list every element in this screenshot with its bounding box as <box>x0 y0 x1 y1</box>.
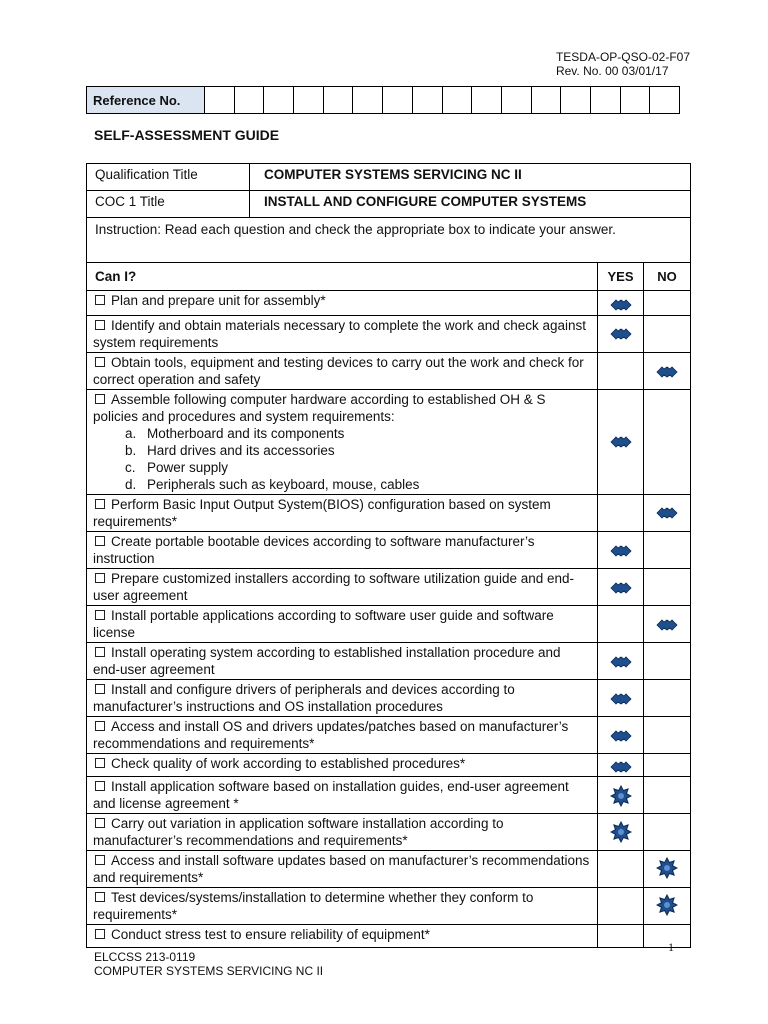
question-row <box>87 643 691 680</box>
checkbox-glyph <box>95 295 105 305</box>
question-cell <box>87 606 598 643</box>
check-mark-icon <box>610 692 632 709</box>
check-mark-icon <box>610 760 632 777</box>
reference-digit-box[interactable] <box>264 87 294 113</box>
checkbox-glyph <box>95 647 105 657</box>
yes-checkbox-cell[interactable] <box>598 316 644 353</box>
question-text: Carry out variation in application software installation according to manufacturer’s recommendations and requirements* <box>93 816 504 848</box>
yes-checkbox-cell[interactable] <box>598 717 644 754</box>
star-mark-icon <box>656 894 678 920</box>
question-row <box>87 353 691 390</box>
star-mark-icon <box>656 857 678 883</box>
check-mark-icon <box>610 435 632 452</box>
reference-digit-box[interactable] <box>353 87 383 113</box>
reference-digit-box[interactable] <box>294 87 324 113</box>
reference-digit-box[interactable] <box>621 87 651 113</box>
checkbox-glyph <box>95 818 105 828</box>
checkbox-glyph <box>95 394 105 404</box>
question-text: Test devices/systems/installation to determine whether they conform to requirements* <box>93 890 534 922</box>
reference-number-table <box>86 86 680 114</box>
check-mark-icon <box>656 506 678 523</box>
question-text: Check quality of work according to established procedures* <box>111 756 466 771</box>
sub-item <box>93 442 591 459</box>
reference-digit-box[interactable] <box>205 87 235 113</box>
question-text: Prepare customized installers according to software utilization guide and end-user agreement <box>93 571 575 603</box>
document-code <box>556 50 690 78</box>
check-mark-icon <box>610 327 632 344</box>
no-checkbox-cell[interactable] <box>644 680 691 717</box>
checkbox-glyph <box>95 721 105 731</box>
assessment-table <box>86 163 691 948</box>
no-checkbox-cell[interactable] <box>644 353 691 390</box>
no-checkbox-cell[interactable] <box>644 717 691 754</box>
no-checkbox-cell[interactable] <box>644 532 691 569</box>
question-row <box>87 754 691 777</box>
reference-digit-box[interactable] <box>413 87 443 113</box>
sub-item-letter: a. <box>125 426 137 441</box>
check-mark-icon <box>656 365 678 382</box>
yes-checkbox-cell[interactable] <box>598 569 644 606</box>
question-cell <box>87 925 598 948</box>
question-text: Install portable applications according to software user guide and software license <box>93 608 554 640</box>
check-mark-icon <box>610 298 632 315</box>
question-cell <box>87 353 598 390</box>
question-text: Install application software based on installation guides, end-user agreement and license agreement * <box>93 779 569 811</box>
reference-digit-box[interactable] <box>650 87 679 113</box>
question-row <box>87 851 691 888</box>
reference-label: Reference No. <box>87 87 205 113</box>
sub-item <box>93 459 591 476</box>
question-row <box>87 390 691 495</box>
question-row <box>87 606 691 643</box>
question-cell <box>87 680 598 717</box>
question-cell <box>87 390 598 495</box>
star-mark-icon <box>610 785 632 811</box>
coc-label: COC 1 Title <box>87 191 250 218</box>
question-cell <box>87 851 598 888</box>
footer-code: ELCCSS 213-0119 <box>94 950 196 964</box>
question-row <box>87 532 691 569</box>
page-number: 1 <box>668 940 674 954</box>
yes-checkbox-cell[interactable] <box>598 495 644 532</box>
no-checkbox-cell[interactable] <box>644 316 691 353</box>
checkbox-glyph <box>95 758 105 768</box>
sub-item-text: Motherboard and its components <box>147 426 345 441</box>
question-text: Perform Basic Input Output System(BIOS) configuration based on system requirements* <box>93 497 551 529</box>
question-cell <box>87 888 598 925</box>
no-checkbox-cell[interactable] <box>644 569 691 606</box>
question-text: Assemble following computer hardware according to established OH & S policies and procedures and system requirements: <box>93 392 546 424</box>
qualification-value: COMPUTER SYSTEMS SERVICING NC II <box>250 164 691 191</box>
checkbox-glyph <box>95 892 105 902</box>
question-cell <box>87 495 598 532</box>
checkbox-glyph <box>95 781 105 791</box>
reference-digit-box[interactable] <box>472 87 502 113</box>
yes-checkbox-cell[interactable] <box>598 925 644 948</box>
yes-checkbox-cell[interactable] <box>598 851 644 888</box>
checkbox-glyph <box>95 357 105 367</box>
reference-digit-box[interactable] <box>443 87 473 113</box>
sub-item-letter: d. <box>125 477 137 492</box>
qualification-label: Qualification Title <box>87 164 250 191</box>
no-checkbox-cell[interactable] <box>644 925 691 948</box>
no-checkbox-cell[interactable] <box>644 291 691 316</box>
star-mark-icon <box>610 821 632 847</box>
sub-item-text: Power supply <box>147 460 229 475</box>
sub-item <box>93 476 591 493</box>
header-row <box>87 263 691 291</box>
question-text: Obtain tools, equipment and testing devices to carry out the work and check for correct operation and safety <box>93 355 584 387</box>
reference-digit-box[interactable] <box>383 87 413 113</box>
question-row <box>87 888 691 925</box>
yes-checkbox-cell[interactable] <box>598 291 644 316</box>
yes-checkbox-cell[interactable] <box>598 777 644 814</box>
no-checkbox-cell[interactable] <box>644 814 691 851</box>
yes-checkbox-cell[interactable] <box>598 643 644 680</box>
question-text: Install operating system according to established installation procedure and end-user agreement <box>93 645 561 677</box>
question-text: Create portable bootable devices according to software manufacturer’s instruction <box>93 534 535 566</box>
question-text: Access and install OS and drivers updates/patches based on manufacturer’s recommendations and requirements* <box>93 719 569 751</box>
check-mark-icon <box>610 729 632 746</box>
no-checkbox-cell[interactable] <box>644 754 691 777</box>
question-row <box>87 569 691 606</box>
question-cell <box>87 777 598 814</box>
yes-checkbox-cell[interactable] <box>598 888 644 925</box>
yes-checkbox-cell[interactable] <box>598 390 644 495</box>
qualification-row <box>87 164 691 191</box>
check-mark-icon <box>610 581 632 598</box>
reference-digit-box[interactable] <box>502 87 532 113</box>
question-text: Conduct stress test to ensure reliability of equipment* <box>111 927 430 942</box>
question-row <box>87 291 691 316</box>
no-checkbox-cell[interactable] <box>644 495 691 532</box>
no-checkbox-cell[interactable] <box>644 851 691 888</box>
checkbox-glyph <box>95 929 105 939</box>
reference-digit-box[interactable] <box>235 87 265 113</box>
question-cell <box>87 754 598 777</box>
reference-digit-box[interactable] <box>532 87 562 113</box>
question-cell <box>87 569 598 606</box>
question-cell <box>87 717 598 754</box>
yes-checkbox-cell[interactable] <box>598 606 644 643</box>
question-cell <box>87 291 598 316</box>
sub-item-text: Peripherals such as keyboard, mouse, cables <box>147 477 420 492</box>
no-checkbox-cell[interactable] <box>644 643 691 680</box>
checkbox-glyph <box>95 855 105 865</box>
yes-checkbox-cell[interactable] <box>598 814 644 851</box>
checkbox-glyph <box>95 320 105 330</box>
revision-number: Rev. No. 00 03/01/17 <box>555 64 669 78</box>
question-cell <box>87 316 598 353</box>
coc-value: INSTALL AND CONFIGURE COMPUTER SYSTEMS <box>250 191 691 218</box>
sub-item-letter: c. <box>125 460 136 475</box>
question-column-header: Can I? <box>87 263 598 291</box>
instruction-text: Instruction: Read each question and check the appropriate box to indicate your answer. <box>87 218 691 263</box>
reference-digit-box[interactable] <box>591 87 621 113</box>
no-column-header: NO <box>644 263 691 291</box>
yes-checkbox-cell[interactable] <box>598 353 644 390</box>
reference-digit-box[interactable] <box>324 87 354 113</box>
check-mark-icon <box>610 655 632 672</box>
footer-qualification: COMPUTER SYSTEMS SERVICING NC II <box>94 964 324 978</box>
check-mark-icon <box>610 544 632 561</box>
question-text: Install and configure drivers of peripherals and devices according to manufacturer’s instructions and OS installation procedures <box>93 682 515 714</box>
document-title: SELF-ASSESSMENT GUIDE <box>94 127 280 143</box>
yes-checkbox-cell[interactable] <box>598 680 644 717</box>
sub-item-text: Hard drives and its accessories <box>147 443 335 458</box>
question-row <box>87 680 691 717</box>
checkbox-glyph <box>95 536 105 546</box>
checkbox-glyph <box>95 573 105 583</box>
question-cell <box>87 532 598 569</box>
coc-row <box>87 191 691 218</box>
question-text: Identify and obtain materials necessary to complete the work and check against system requirements <box>93 318 587 350</box>
question-row <box>87 925 691 948</box>
question-row <box>87 316 691 353</box>
sub-item-letter: b. <box>125 443 137 458</box>
question-row <box>87 814 691 851</box>
checkbox-glyph <box>95 684 105 694</box>
instruction-row <box>87 218 691 263</box>
no-checkbox-cell[interactable] <box>644 777 691 814</box>
question-cell <box>87 814 598 851</box>
footer <box>94 950 323 978</box>
no-checkbox-cell[interactable] <box>644 390 691 495</box>
reference-digit-box[interactable] <box>561 87 591 113</box>
question-text: Plan and prepare unit for assembly* <box>111 293 326 308</box>
no-checkbox-cell[interactable] <box>644 606 691 643</box>
form-code: TESDA-OP-QSO-02-F07 <box>555 50 690 64</box>
checkbox-glyph <box>95 499 105 509</box>
yes-checkbox-cell[interactable] <box>598 532 644 569</box>
question-row <box>87 495 691 532</box>
checkbox-glyph <box>95 610 105 620</box>
sub-item <box>93 425 591 442</box>
check-mark-icon <box>656 618 678 635</box>
question-text: Access and install software updates based on manufacturer’s recommendations and requirements* <box>93 853 590 885</box>
question-row <box>87 777 691 814</box>
no-checkbox-cell[interactable] <box>644 888 691 925</box>
question-row <box>87 717 691 754</box>
yes-checkbox-cell[interactable] <box>598 754 644 777</box>
yes-column-header: YES <box>598 263 644 291</box>
question-cell <box>87 643 598 680</box>
